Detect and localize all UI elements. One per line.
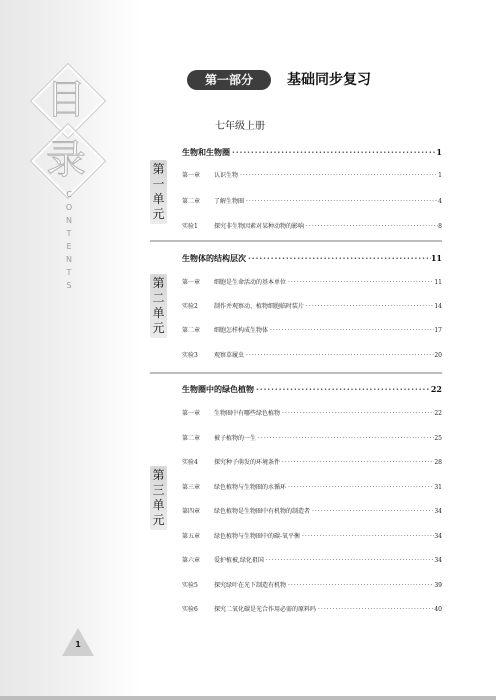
toc-entry[interactable] [182, 605, 442, 615]
unit-char: 单 [152, 498, 165, 512]
entry-label: 第二章 [182, 327, 201, 334]
contents-letter: O [65, 203, 73, 212]
dot-leader [254, 383, 431, 395]
toc-entry[interactable] [182, 409, 442, 419]
unit-char: 第 [152, 162, 165, 176]
contents-letter: N [66, 216, 72, 225]
part-label-badge: 第一部分 [187, 70, 271, 90]
dot-leader [268, 326, 434, 336]
toc-title-char-1: 目 [46, 77, 86, 123]
entry-title: 探究绿叶在光下制造有机物 [214, 582, 287, 589]
contents-letter: N [66, 255, 72, 264]
entry-title: 认识生物 [214, 172, 239, 179]
toc-entry[interactable] [182, 507, 442, 517]
toc-entry[interactable] [182, 483, 442, 493]
dot-leader [246, 252, 431, 264]
section-title-row[interactable] [182, 146, 442, 158]
dot-leader [230, 146, 436, 158]
page-ref: 22 [434, 410, 442, 417]
toc-entry[interactable] [182, 581, 442, 591]
entry-label: 第二章 [182, 435, 201, 442]
unit-char: 第 [152, 276, 165, 290]
entry-title: 爱护植被,绿化祖国 [214, 557, 264, 564]
entry-label: 实验5 [182, 582, 198, 589]
entry-title: 细胞怎样构成生物体 [214, 327, 269, 334]
dot-leader [286, 483, 434, 493]
contents-letter: C [66, 190, 72, 199]
page-ref: 8 [438, 223, 442, 230]
unit-badge [150, 274, 167, 338]
dot-leader [286, 278, 434, 288]
entry-label: 第一章 [182, 410, 201, 417]
page-ref: 34 [434, 533, 442, 540]
toc-entry[interactable] [182, 302, 442, 312]
contents-vertical-label [63, 188, 75, 292]
page-ref: 31 [434, 484, 442, 491]
unit-char: 元 [152, 207, 165, 221]
toc-title-char-2: 录 [46, 137, 86, 183]
toc-entry[interactable] [182, 532, 442, 542]
page-ref: 28 [434, 459, 442, 466]
dot-leader [304, 222, 438, 232]
unit-char: 单 [152, 192, 165, 206]
unit-badge [150, 466, 167, 530]
dot-leader [280, 409, 434, 419]
page-ref: 40 [434, 606, 442, 613]
unit-char: 三 [152, 483, 165, 497]
dot-leader [304, 302, 434, 312]
unit-char: 一 [152, 177, 165, 191]
page-ref: 34 [434, 557, 442, 564]
unit-char: 二 [152, 291, 165, 305]
page-ref: 34 [434, 508, 442, 515]
section-divider [150, 372, 442, 374]
contents-letter: S [66, 281, 72, 290]
section-title: 生物圈中的绿色植物 [182, 384, 254, 394]
contents-letter: T [66, 268, 72, 277]
entry-label: 第五章 [182, 533, 201, 540]
entry-title: 细胞是生命活动的基本单位 [214, 279, 287, 286]
entry-title: 了解生物圈 [214, 198, 245, 205]
entry-title: 观察草履虫 [214, 352, 245, 359]
unit-char: 元 [152, 321, 165, 335]
entry-title: 生物圈中有哪些绿色植物 [214, 410, 281, 417]
bottom-border [0, 696, 496, 700]
entry-label: 第四章 [182, 508, 201, 515]
toc-entry[interactable] [182, 326, 442, 336]
entry-label: 实验3 [182, 352, 198, 359]
toc-entry[interactable] [182, 556, 442, 566]
entry-title: 绿色植物与生物圈的水循环 [214, 484, 287, 491]
section-title: 生物和生物圈 [182, 147, 230, 157]
page-ref: 17 [434, 327, 442, 334]
page-ref: 39 [434, 582, 442, 589]
section-divider [150, 240, 442, 242]
entry-title: 探究非生物因素对某种动物的影响 [214, 223, 305, 230]
dot-leader [300, 532, 434, 542]
unit-char: 第 [152, 468, 165, 482]
page-number: 1 [75, 640, 81, 649]
toc-entry[interactable] [182, 278, 442, 288]
page-ref: 25 [434, 435, 442, 442]
toc-entry[interactable] [182, 434, 442, 444]
section-title-row[interactable] [182, 383, 442, 395]
unit-char: 元 [152, 513, 165, 527]
entry-label: 实验4 [182, 459, 198, 466]
entry-label: 第二章 [182, 198, 201, 205]
entry-label: 第一章 [182, 279, 201, 286]
toc-entry[interactable] [182, 197, 442, 207]
entry-label: 实验6 [182, 606, 198, 613]
page-ref: 22 [430, 384, 442, 394]
page-ref: 11 [434, 279, 442, 286]
page-ref: 20 [434, 352, 442, 359]
dot-leader [244, 351, 434, 361]
entry-label: 实验1 [182, 223, 198, 230]
unit-char: 单 [152, 306, 165, 320]
unit-badge [150, 160, 167, 224]
toc-entry[interactable] [182, 458, 442, 468]
page-ref: 14 [434, 303, 442, 310]
dot-leader [316, 605, 434, 615]
grade-heading: 七年级上册 [215, 121, 265, 132]
entry-title: 探究种子萌发的环境条件 [214, 459, 281, 466]
toc-entry[interactable] [182, 171, 442, 181]
entry-title: 绿色植物与生物圈中的碳-氧平衡 [214, 533, 301, 540]
page-ref: 1 [436, 147, 442, 157]
dot-leader [264, 556, 434, 566]
page-ref: 1 [438, 172, 442, 179]
toc-entry[interactable] [182, 222, 442, 232]
dot-leader [238, 171, 438, 181]
entry-label: 第一章 [182, 172, 201, 179]
entry-title: 被子植物的一生 [214, 435, 257, 442]
page-ref: 11 [430, 253, 442, 263]
entry-title: 探究二氧化碳是光合作用必需的原料吗 [214, 606, 317, 613]
dot-leader [286, 581, 434, 591]
dot-leader [244, 197, 438, 207]
part-title: 基础同步复习 [287, 72, 371, 88]
dot-leader [256, 434, 434, 444]
dot-leader [310, 507, 434, 517]
page-ref: 4 [438, 198, 442, 205]
entry-title: 绿色植物是生物圈中有机物的制造者 [214, 508, 311, 515]
contents-letter: E [66, 242, 72, 251]
toc-entry[interactable] [182, 351, 442, 361]
entry-title: 制作并观察动、植物细胞临时装片 [214, 303, 305, 310]
section-title-row[interactable] [182, 252, 442, 264]
contents-letter: T [66, 229, 72, 238]
entry-label: 实验2 [182, 303, 198, 310]
entry-label: 第三章 [182, 484, 201, 491]
dot-leader [280, 458, 434, 468]
section-title: 生物体的结构层次 [182, 253, 246, 263]
entry-label: 第六章 [182, 557, 201, 564]
